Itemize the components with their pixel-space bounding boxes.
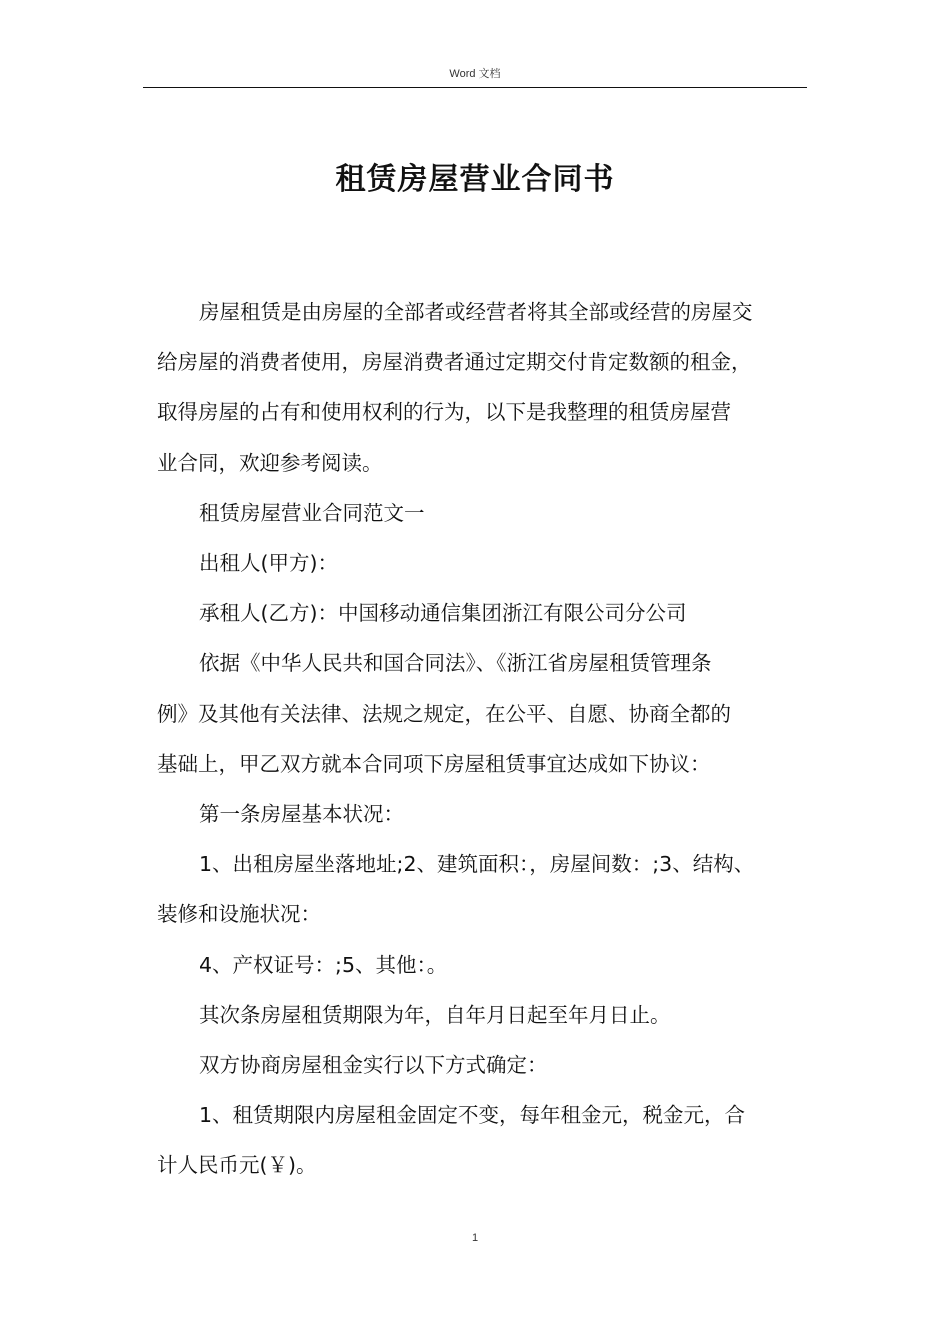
paragraph-rent-method (178, 1040, 808, 1090)
paragraph-line: 4、产权证号：;5、其他：。 (199, 952, 448, 977)
document-body (157, 287, 808, 1191)
paragraph-lessee (178, 588, 808, 638)
paragraph-line: 双方协商房屋租金实行以下方式确定： (199, 1053, 548, 1078)
paragraph-line: 取得房屋的占有和使用权利的行为，以下是我整理的租赁房屋营 (157, 400, 731, 425)
paragraph-line: 1、租赁期限内房屋租金固定不变，每年租金元，税金元，合 (199, 1103, 746, 1128)
paragraph-line: 给房屋的消费者使用，房屋消费者通过定期交付肯定数额的租金， (157, 350, 752, 375)
paragraph-property-cert (178, 940, 808, 990)
paragraph-intro (157, 287, 808, 488)
paragraph-line: 基础上，甲乙双方就本合同项下房屋租赁事宜达成如下协议： (157, 751, 711, 776)
paragraph-line: 第一条房屋基本状况： (199, 802, 404, 827)
document-title: 租赁房屋营业合同书 (335, 162, 615, 197)
paragraph-line: 依据《中华人民共和国合同法》、《浙江省房屋租赁管理条 (199, 651, 712, 676)
paragraph-section-heading (178, 488, 808, 538)
paragraph-rent-fixed (157, 1090, 808, 1190)
paragraph-line: 房屋租赁是由房屋的全部者或经营者将其全部或经营的房屋交 (199, 300, 753, 324)
paragraph-line: 其次条房屋租赁期限为年，自年月日起至年月日止。 (199, 1002, 671, 1027)
paragraph-legal-basis (157, 638, 808, 789)
header-text: Word 文档 (449, 68, 501, 80)
page-number: 1 (471, 1232, 479, 1244)
paragraph-lessor (178, 538, 808, 588)
paragraph-line: 1、出租房屋坐落地址;2、建筑面积：，房屋间数：;3、结构、 (199, 852, 755, 877)
header-divider (143, 87, 807, 88)
page-header (0, 67, 950, 81)
paragraph-line: 出租人(甲方)： (199, 551, 338, 576)
paragraph-line: 例》及其他有关法律、法规之规定，在公平、自愿、协商全都的 (157, 701, 731, 726)
paragraph-line: 计人民币元(￥)。 (157, 1153, 317, 1178)
paragraph-article-one (178, 789, 808, 839)
paragraph-line: 租赁房屋营业合同范文一 (199, 500, 425, 525)
paragraph-article-two (178, 990, 808, 1040)
paragraph-line: 业合同，欢迎参考阅读。 (157, 450, 383, 475)
paragraph-property-details (157, 839, 808, 939)
paragraph-line: 装修和设施状况： (157, 902, 321, 927)
paragraph-line: 承租人(乙方)：中国移动通信集团浙江有限公司分公司 (199, 601, 687, 626)
